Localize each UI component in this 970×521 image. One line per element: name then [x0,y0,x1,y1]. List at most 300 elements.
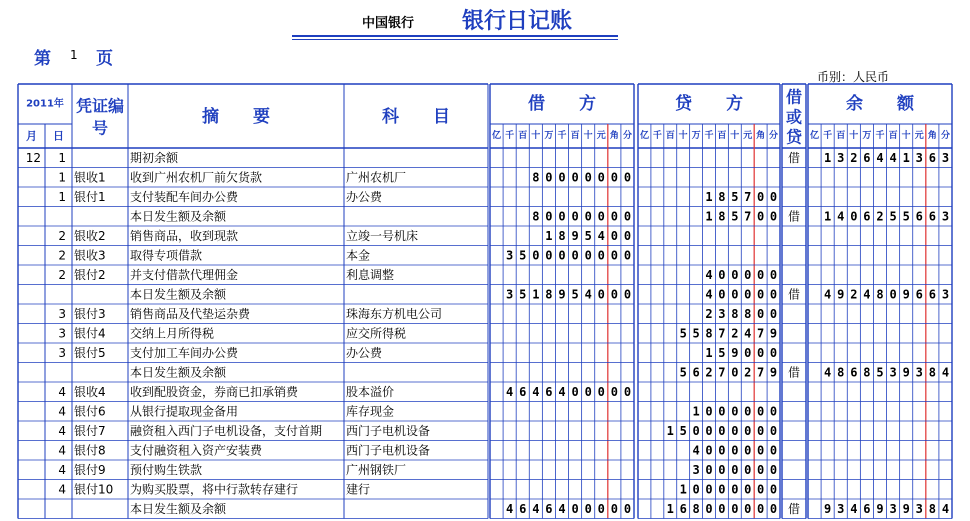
debit-digit: 1 [532,287,540,302]
balance-digit: 9 [902,365,910,380]
credit-unit-7: 十 [730,131,740,141]
credit-digit: 1 [705,209,713,224]
debit-digit: 0 [623,209,632,224]
balance-unit-3: 十 [849,131,859,141]
debit-digit: 0 [532,248,540,263]
debit-digit: 3 [506,248,514,263]
direction-header-char: 或 [785,107,803,127]
debit-unit-9: 角 [609,131,619,141]
table-row [58,462,777,477]
debit-digit: 4 [558,384,566,399]
balance-digit: 3 [941,209,950,224]
balance-digit: 6 [928,209,936,224]
debit-digit: 0 [584,209,592,224]
balance-digit: 5 [889,209,897,224]
summary-cell: 期初余额 [130,150,179,165]
credit-digit: 9 [731,345,739,360]
day-cell: 4 [58,462,66,477]
balance-unit-0: 亿 [810,131,820,141]
bank-name: 中国银行 [362,16,415,31]
table-row [58,423,777,438]
debit-unit-3: 十 [531,131,541,141]
credit-digit: 8 [692,501,700,516]
debit-digit: 8 [532,170,540,185]
debit-digit: 0 [597,501,605,516]
direction-cell: 借 [787,150,801,165]
balance-digit: 6 [863,209,871,224]
voucher-cell: 银付1 [74,189,106,204]
credit-digit: 1 [705,345,713,360]
credit-digit: 8 [744,306,752,321]
account-cell: 办公费 [346,345,383,360]
day-cell: 1 [58,150,66,165]
voucher-header: 凭证编 [75,96,125,116]
voucher-cell: 银付8 [74,443,106,458]
summary-cell: 本日发生额及余额 [130,287,227,302]
debit-digit: 6 [545,501,553,516]
account-cell: 西门子电机设备 [346,443,431,458]
debit-unit-5: 千 [557,131,567,141]
debit-digit: 5 [571,287,579,302]
balance-digit: 6 [863,150,871,165]
debit-digit: 4 [506,384,514,399]
balance-digit: 9 [876,501,884,516]
debit-digit: 0 [584,384,592,399]
voucher-cell: 银付3 [74,306,106,321]
debit-unit-10: 分 [622,131,632,141]
balance-digit: 1 [824,150,832,165]
balance-digit: 9 [837,287,845,302]
debit-digit: 6 [519,384,527,399]
balance-digit: 5 [902,209,910,224]
account-cell: 股本溢价 [346,384,395,399]
page-number: 1 [70,48,78,62]
credit-digit: 0 [769,462,778,477]
credit-digit: 4 [705,267,713,282]
credit-digit: 5 [731,209,739,224]
credit-digit: 6 [692,365,700,380]
credit-digit: 2 [705,365,713,380]
debit-digit: 0 [623,248,632,263]
credit-digit: 0 [718,423,726,438]
credit-digit: 0 [769,482,778,497]
balance-digit: 8 [928,501,936,516]
credit-digit: 1 [679,482,687,497]
balance-digit: 3 [941,287,950,302]
account-cell: 办公费 [346,189,383,204]
debit-unit-7: 十 [583,131,593,141]
credit-digit: 0 [757,287,765,302]
table-row [58,247,631,262]
day-cell: 3 [58,326,66,341]
credit-digit: 1 [692,404,700,419]
voucher-cell: 银付4 [74,326,106,341]
credit-digit: 0 [769,423,778,438]
voucher-cell: 银付9 [74,462,106,477]
summary-cell: 取得专项借款 [130,248,203,263]
debit-digit: 0 [623,384,632,399]
credit-unit-8: 元 [743,131,753,141]
balance-digit: 4 [837,209,845,224]
summary-cell: 收到广州农机厂前欠货款 [130,170,263,185]
voucher-cell: 银收1 [74,170,106,185]
day-cell: 1 [58,189,66,204]
balance-digit: 9 [902,287,910,302]
voucher-header-line2: 号 [91,118,109,138]
voucher-cell: 银付10 [74,482,114,497]
day-cell: 4 [58,423,66,438]
credit-digit: 5 [679,365,687,380]
balance-digit: 4 [941,501,950,516]
debit-unit-2: 百 [518,131,528,141]
day-cell: 4 [58,404,66,419]
voucher-cell: 银收3 [74,248,106,263]
currency-label: 币别：人民币 [817,70,890,84]
account-cell: 广州农机厂 [346,170,407,185]
balance-digit: 4 [876,150,884,165]
debit-digit: 0 [584,248,592,263]
account-cell: 应交所得税 [346,326,407,341]
balance-digit: 4 [824,365,832,380]
credit-digit: 0 [705,482,713,497]
credit-digit: 3 [718,306,726,321]
table-row [58,169,631,184]
debit-digit: 9 [571,228,579,243]
summary-cell: 收到配股资金，券商已扣承销费 [130,384,299,399]
table-row [58,189,777,204]
credit-unit-10: 分 [769,131,779,141]
voucher-cell: 银收2 [74,228,106,243]
credit-digit: 0 [769,501,778,516]
balance-unit-1: 千 [823,131,833,141]
summary-cell: 支付装配车间办公费 [130,189,239,204]
day-header: 日 [53,129,64,143]
balance-digit: 4 [850,501,858,516]
credit-digit: 0 [705,404,713,419]
balance-digit: 4 [863,287,871,302]
voucher-cell: 银付2 [74,267,106,282]
balance-digit: 4 [941,365,950,380]
credit-digit: 4 [705,287,713,302]
credit-unit-3: 十 [678,131,688,141]
month-header: 月 [26,129,37,143]
balance-digit: 6 [850,365,858,380]
direction-cell: 借 [787,501,801,516]
credit-digit: 0 [744,267,752,282]
balance-digit: 6 [928,287,936,302]
balance-digit: 2 [850,150,858,165]
credit-digit: 3 [692,462,700,477]
summary-cell: 支付加工车间办公费 [130,345,239,360]
balance-digit: 3 [915,365,923,380]
table-row [58,384,631,399]
summary-cell: 并支付借款代理佣金 [130,267,239,282]
balance-digit: 4 [889,150,897,165]
balance-digit: 6 [863,501,871,516]
debit-digit: 0 [597,384,605,399]
debit-digit: 0 [623,501,632,516]
debit-digit: 8 [545,287,553,302]
debit-digit: 0 [597,287,605,302]
direction-cell: 借 [787,287,801,302]
debit-digit: 1 [545,228,553,243]
balance-digit: 8 [876,287,884,302]
table-row [58,267,777,282]
balance-digit: 3 [837,150,845,165]
credit-digit: 0 [757,189,765,204]
day-cell: 2 [58,248,66,263]
balance-digit: 6 [915,287,923,302]
balance-digit: 0 [889,287,897,302]
credit-digit: 0 [757,501,765,516]
credit-digit: 0 [731,482,739,497]
credit-digit: 2 [731,326,739,341]
table-row [58,325,777,340]
balance-digit: 8 [928,365,936,380]
debit-digit: 0 [584,170,592,185]
balance-digit: 3 [941,150,950,165]
day-cell: 1 [58,170,66,185]
debit-digit: 0 [623,170,632,185]
account-cell: 建行 [346,482,371,497]
credit-unit-5: 千 [704,131,714,141]
credit-digit: 0 [757,404,765,419]
debit-digit: 4 [584,287,592,302]
table-row [130,364,949,379]
credit-digit: 0 [705,462,713,477]
debit-digit: 8 [558,228,566,243]
credit-digit: 8 [705,326,713,341]
credit-digit: 0 [731,287,739,302]
debit-digit: 0 [545,248,553,263]
balance-digit: 0 [850,209,858,224]
debit-digit: 0 [623,228,632,243]
day-cell: 2 [58,267,66,282]
credit-digit: 0 [731,501,739,516]
debit-digit: 0 [545,170,553,185]
ledger-title: 银行日记账 [462,9,573,34]
table-row [58,345,777,360]
summary-header: 摘 要 [202,107,270,127]
summary-cell: 为购买股票，将中行款转存建行 [130,482,299,497]
account-cell: 立竣一号机床 [346,228,419,243]
credit-digit: 0 [769,404,778,419]
debit-digit: 5 [519,287,527,302]
credit-unit-9: 角 [756,131,766,141]
day-cell: 2 [58,228,66,243]
debit-unit-6: 百 [570,131,580,141]
balance-unit-8: 元 [914,131,924,141]
credit-digit: 5 [731,189,739,204]
credit-digit: 7 [718,365,726,380]
credit-digit: 0 [769,189,778,204]
debit-digit: 0 [610,287,618,302]
debit-digit: 0 [610,209,618,224]
summary-cell: 从银行提取现金备用 [130,404,239,419]
debit-digit: 4 [506,501,514,516]
table-row [58,306,777,321]
balance-digit: 1 [902,150,910,165]
debit-digit: 0 [584,501,592,516]
account-cell: 西门子电机设备 [346,423,431,438]
voucher-cell: 银付6 [74,404,106,419]
credit-digit: 9 [769,365,778,380]
balance-digit: 2 [876,209,884,224]
balance-unit-7: 十 [901,131,911,141]
credit-digit: 7 [718,326,726,341]
debit-digit: 6 [545,384,553,399]
debit-digit: 0 [571,170,579,185]
balance-digit: 6 [915,209,923,224]
credit-digit: 0 [718,482,726,497]
credit-digit: 1 [666,501,674,516]
debit-unit-4: 万 [544,131,554,141]
credit-digit: 5 [679,423,687,438]
credit-digit: 0 [705,501,713,516]
credit-digit: 0 [718,267,726,282]
page-suffix: 页 [96,49,113,69]
direction-header-char: 借 [785,87,803,107]
balance-unit-9: 角 [927,131,937,141]
credit-unit-4: 万 [691,131,701,141]
credit-digit: 1 [666,423,674,438]
credit-digit: 0 [757,443,765,458]
direction-cell: 借 [787,209,801,224]
debit-unit-1: 千 [505,131,515,141]
credit-digit: 7 [744,209,752,224]
summary-cell: 支付融资租入资产安装费 [130,443,263,458]
debit-digit: 0 [558,170,566,185]
credit-digit: 0 [731,423,739,438]
balance-digit: 3 [889,501,897,516]
balance-digit: 8 [837,365,845,380]
credit-digit: 0 [757,345,765,360]
debit-digit: 3 [506,287,514,302]
debit-digit: 0 [597,209,605,224]
balance-digit: 6 [928,150,936,165]
credit-digit: 0 [744,423,752,438]
summary-cell: 销售商品及代垫运杂费 [130,306,251,321]
summary-cell: 预付购生铁款 [130,462,203,477]
debit-digit: 8 [532,209,540,224]
day-cell: 3 [58,306,66,321]
debit-digit: 5 [584,228,592,243]
account-cell: 本金 [346,248,371,263]
debit-digit: 4 [558,501,566,516]
credit-digit: 0 [757,462,765,477]
debit-digit: 0 [558,248,566,263]
credit-digit: 0 [731,365,739,380]
credit-digit: 0 [744,462,752,477]
credit-digit: 0 [705,423,713,438]
summary-cell: 销售商品，收到现款 [130,228,239,243]
credit-digit: 0 [757,267,765,282]
credit-digit: 7 [744,189,752,204]
credit-digit: 0 [718,501,726,516]
account-cell: 库存现金 [346,404,395,419]
debit-digit: 6 [519,501,527,516]
credit-digit: 0 [731,404,739,419]
credit-digit: 0 [718,462,726,477]
voucher-cell: 银付5 [74,345,106,360]
summary-cell: 本日发生额及余额 [130,501,227,516]
credit-digit: 4 [744,326,752,341]
account-header: 科 目 [382,107,450,127]
credit-digit: 0 [705,443,713,458]
credit-digit: 0 [757,482,765,497]
credit-digit: 0 [692,482,700,497]
direction-header-char: 贷 [785,127,803,147]
debit-digit: 0 [610,228,618,243]
credit-digit: 0 [769,443,778,458]
day-cell: 4 [58,482,66,497]
debit-digit: 0 [597,170,605,185]
balance-header: 余 额 [846,94,914,114]
balance-digit: 8 [863,365,871,380]
day-cell: 3 [58,345,66,360]
credit-header: 贷 方 [675,94,743,114]
credit-digit: 0 [769,345,778,360]
debit-digit: 0 [623,287,632,302]
summary-cell: 本日发生额及余额 [130,365,227,380]
debit-digit: 0 [571,248,579,263]
summary-cell: 融资租入西门子电机设备，支付首期 [130,423,323,438]
balance-digit: 3 [915,150,923,165]
debit-unit-0: 亿 [492,131,502,141]
credit-digit: 0 [718,287,726,302]
credit-digit: 6 [679,501,687,516]
direction-cell: 借 [787,365,801,380]
credit-digit: 0 [744,443,752,458]
balance-digit: 2 [850,287,858,302]
credit-digit: 0 [692,423,700,438]
debit-unit-8: 元 [596,131,606,141]
table-row [58,403,777,418]
balance-unit-2: 百 [836,131,846,141]
credit-digit: 1 [705,189,713,204]
debit-digit: 9 [558,287,566,302]
account-cell: 广州钢铁厂 [346,462,407,477]
voucher-cell: 银付7 [74,423,106,438]
credit-digit: 8 [718,209,726,224]
balance-digit: 3 [837,501,845,516]
balance-unit-4: 万 [862,131,872,141]
credit-unit-1: 千 [652,131,662,141]
debit-digit: 4 [532,501,540,516]
debit-digit: 4 [597,228,605,243]
debit-digit: 5 [519,248,527,263]
credit-digit: 0 [718,404,726,419]
day-cell: 4 [58,384,66,399]
balance-digit: 3 [889,365,897,380]
debit-digit: 0 [571,384,579,399]
debit-digit: 0 [610,248,618,263]
credit-digit: 0 [731,462,739,477]
balance-digit: 4 [824,287,832,302]
debit-digit: 0 [558,209,566,224]
credit-digit: 5 [718,345,726,360]
credit-digit: 0 [744,345,752,360]
credit-digit: 5 [692,326,700,341]
month-cell: 12 [25,150,41,165]
balance-digit: 5 [876,365,884,380]
page-prefix: 第 [34,49,51,69]
credit-digit: 2 [705,306,713,321]
table-row [130,286,949,301]
credit-digit: 0 [731,267,739,282]
debit-digit: 0 [545,209,553,224]
debit-digit: 0 [571,501,579,516]
